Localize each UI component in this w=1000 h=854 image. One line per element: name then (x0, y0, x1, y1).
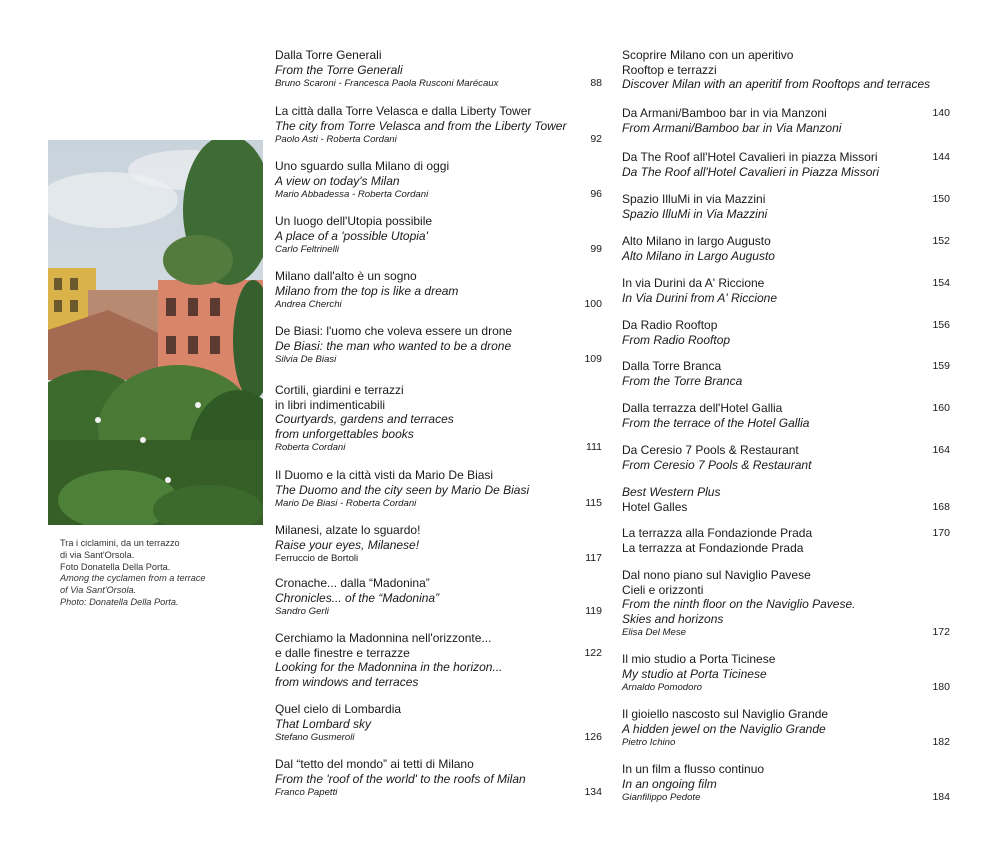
toc-entry[interactable] (275, 104, 602, 146)
page-number: 159 (932, 360, 950, 372)
toc-entry[interactable] (275, 702, 602, 744)
toc-entry[interactable] (622, 652, 950, 694)
entry-title-it: Il mio studio a Porta Ticinese (622, 652, 776, 666)
toc-entry[interactable] (622, 150, 950, 179)
entry-title-en: Discover Milan with an aperitif from Rooftops and terraces (622, 77, 931, 92)
page-number: 140 (932, 107, 950, 119)
toc-entry[interactable] (275, 324, 602, 366)
entry-title-en: Skies and horizons (622, 611, 724, 626)
entry-title-it: Cerchiamo la Madonnina nell'orizzonte... (275, 631, 492, 645)
entry-title-en: From the Torre Generali (275, 62, 403, 77)
cover-photo (48, 140, 263, 525)
toc-entry[interactable] (275, 757, 602, 799)
toc-entry[interactable] (275, 523, 602, 565)
entry-author: Gianfilippo Pedote (622, 792, 701, 804)
entry-title-it: Quel cielo di Lombardia (275, 702, 402, 716)
caption-en-line: of Via Sant'Orsola. (60, 585, 137, 596)
entry-title-it: De Biasi: l'uomo che voleva essere un drone (275, 324, 513, 338)
toc-entry[interactable] (622, 568, 950, 639)
caption-it-line: Tra i ciclamini, da un terrazzo (60, 538, 180, 548)
page-number: 109 (584, 353, 602, 366)
toc-entry[interactable] (622, 443, 950, 472)
entry-title-en: In Via Durini from A' Riccione (622, 290, 778, 305)
entry-title-it: Dalla Torre Generali (275, 48, 382, 62)
entry-title-en: from windows and terraces (275, 674, 419, 689)
page-number: 156 (932, 319, 950, 331)
entry-title-it: Dal “tetto del mondo” ai tetti di Milano (275, 757, 474, 771)
entry-title-en: My studio at Porta Ticinese (622, 666, 767, 681)
toc-entry[interactable] (622, 106, 950, 135)
entry-title-en: The city from Torre Velasca and from the Liberty Tower (275, 118, 567, 133)
entry-title-it: in libri indimenticabili (275, 397, 386, 412)
caption-it-line: Foto Donatella Della Porta. (60, 561, 171, 572)
entry-title-en: Spazio IlluMi in Via Mazzini (622, 206, 768, 221)
page-number: 164 (932, 444, 950, 456)
entry-title-en: Looking for the Madonnina in the horizon... (275, 660, 503, 675)
page-number: 119 (585, 605, 602, 618)
entry-title-it: La città dalla Torre Velasca e dalla Liberty Tower (275, 104, 532, 118)
page-number: 92 (590, 133, 602, 146)
entry-author: Bruno Scaroni - Francesca Paola Rusconi Marécaux (275, 78, 499, 90)
entry-title-en: A hidden jewel on the Naviglio Grande (622, 721, 826, 736)
entry-title-en: From the 'roof of the world' to the roofs of Milan (275, 771, 526, 786)
entry-title-it: Cieli e orizzonti (622, 582, 704, 597)
entry-title-it: e dalle finestre e terrazze (275, 645, 410, 660)
entry-title-en: From Ceresio 7 Pools & Restaurant (622, 457, 812, 472)
entry-title-it: La terrazza at Fondazionde Prada (622, 540, 804, 555)
entry-title-it: Il Duomo e la città visti da Mario De Biasi (275, 468, 494, 482)
toc-entry[interactable] (622, 526, 950, 555)
toc-entry[interactable] (275, 383, 602, 454)
toc-entry[interactable] (622, 192, 950, 221)
entry-title-it: Spazio IlluMi in via Mazzini (622, 192, 766, 206)
page-number: 152 (932, 235, 950, 247)
entry-title-it: Dalla terrazza dell'Hotel Gallia (622, 401, 783, 415)
entry-title-en: Alto Milano in Largo Augusto (622, 248, 775, 263)
toc-entry[interactable] (622, 276, 950, 305)
entry-title-en: A view on today's Milan (275, 173, 400, 188)
toc-entry[interactable] (275, 631, 602, 689)
entry-title-it: Da Radio Rooftop (622, 318, 718, 332)
entry-title-en: From the Torre Branca (622, 373, 743, 388)
page-number: 180 (932, 681, 950, 694)
entry-title-it: Milano dall'alto è un sogno (275, 269, 417, 283)
page-number: 117 (585, 552, 602, 565)
entry-title-en: From Armani/Bamboo bar in Via Manzoni (622, 120, 842, 135)
caption-en-line: Among the cyclamen from a terrace (60, 573, 206, 584)
entry-author: Pietro Ichino (622, 737, 676, 749)
entry-title-it: Milanesi, alzate lo sguardo! (275, 523, 421, 537)
toc-entry[interactable] (275, 576, 602, 618)
page-number: 100 (584, 298, 602, 311)
page-number: 160 (932, 402, 950, 414)
entry-title-it: Rooftop e terrazzi (622, 62, 717, 77)
entry-title-en: That Lombard sky (275, 716, 372, 731)
toc-entry[interactable] (275, 48, 602, 90)
entry-title-en: In an ongoing film (622, 776, 717, 791)
entry-title-it: Da Armani/Bamboo bar in via Manzoni (622, 106, 827, 120)
entry-title-en: Best Western Plus (622, 485, 721, 499)
entry-title-en: From the ninth floor on the Naviglio Pavese. (622, 597, 856, 612)
entry-author: Paolo Asti - Roberta Cordani (275, 134, 397, 146)
caption-en-line: Photo: Donatella Della Porta. (60, 596, 179, 607)
caption-it-line: di via Sant'Orsola. (60, 549, 135, 560)
page-number: 99 (590, 243, 602, 256)
entry-title-en: Courtyards, gardens and terraces (275, 412, 454, 427)
toc-entry[interactable] (622, 485, 950, 514)
entry-title-it: La terrazza alla Fondazionde Prada (622, 526, 813, 540)
entry-title-it: Da Ceresio 7 Pools & Restaurant (622, 443, 799, 457)
entry-title-en: Da The Roof all'Hotel Cavalieri in Piazza Missori (622, 164, 880, 179)
entry-author: Franco Papetti (275, 787, 338, 799)
entry-author: Arnaldo Pomodoro (622, 682, 702, 694)
toc-entry[interactable] (622, 359, 950, 388)
toc-entry[interactable] (622, 318, 950, 347)
entry-author: Mario Abbadessa - Roberta Cordani (275, 189, 429, 201)
entry-title-it: Uno sguardo sulla Milano di oggi (275, 159, 450, 173)
entry-title-en: Raise your eyes, Milanese! (275, 537, 420, 552)
page-number: 88 (590, 77, 602, 90)
page-number: 134 (584, 786, 602, 799)
entry-author: Stefano Gusmeroli (275, 732, 355, 744)
toc-entry[interactable] (275, 159, 602, 201)
page-number: 96 (590, 188, 602, 201)
toc-entry[interactable] (622, 707, 950, 749)
toc-entry[interactable] (275, 214, 602, 256)
entry-title-en: De Biasi: the man who wanted to be a drone (275, 338, 512, 353)
entry-author: Carlo Feltrinelli (275, 244, 339, 256)
entry-title-it: Il gioiello nascosto sul Naviglio Grande (622, 707, 829, 721)
toc-entry[interactable] (622, 48, 950, 92)
entry-title-en: Chronicles... of the “Madonina” (275, 590, 440, 605)
entry-author: Andrea Cherchi (275, 299, 342, 311)
terrace-photo-image (48, 140, 263, 525)
entry-title-it: Dalla Torre Branca (622, 359, 722, 373)
entry-title-en: A place of a 'possible Utopia' (275, 228, 428, 243)
entry-title-en: from unforgettables books (275, 426, 414, 441)
entry-author: Silvia De Biasi (275, 354, 337, 366)
entry-title-it: Hotel Galles (622, 499, 688, 514)
toc-entry[interactable] (622, 762, 950, 804)
page-number: 115 (585, 497, 602, 510)
entry-title-it: Un luogo dell'Utopia possibile (275, 214, 433, 228)
toc-entry[interactable] (275, 468, 602, 510)
page-number: 182 (932, 736, 950, 749)
entry-title-it: In un film a flusso continuo (622, 762, 765, 776)
entry-author: Sandro Gerli (275, 606, 329, 618)
page-number: 144 (932, 151, 950, 163)
entry-title-it: In via Durini da A' Riccione (622, 276, 765, 290)
entry-author: Mario De Biasi - Roberta Cordani (275, 498, 417, 510)
entry-title-en: From Radio Rooftop (622, 332, 731, 347)
entry-title-it: Cronache... dalla “Madonina” (275, 576, 430, 590)
entry-title-it: Alto Milano in largo Augusto (622, 234, 771, 248)
entry-title-en: Milano from the top is like a dream (275, 283, 459, 298)
entry-title-it: Da The Roof all'Hotel Cavalieri in piazza Missori (622, 150, 878, 164)
entry-title-it: Dal nono piano sul Naviglio Pavese (622, 568, 811, 582)
page-number: 172 (932, 626, 950, 639)
page-number: 184 (932, 791, 950, 804)
toc-entry[interactable] (622, 234, 950, 263)
entry-author: Roberta Cordani (275, 442, 346, 454)
entry-title-it: Scoprire Milano con un aperitivo (622, 48, 794, 62)
entry-author: Ferruccio de Bortoli (275, 553, 359, 565)
entry-author: Elisa Del Mese (622, 627, 686, 639)
page-number: 150 (932, 193, 950, 205)
toc-entry[interactable] (275, 269, 602, 311)
page-number: 170 (932, 527, 950, 539)
entry-title-en: The Duomo and the city seen by Mario De Biasi (275, 482, 530, 497)
page-number: 111 (586, 441, 602, 454)
page-number: 154 (932, 277, 950, 289)
page-number: 168 (932, 500, 950, 513)
page-number: 126 (584, 731, 602, 744)
photo-caption (60, 538, 250, 609)
entry-title-en: From the terrace of the Hotel Gallia (622, 415, 810, 430)
entry-title-it: Cortili, giardini e terrazzi (275, 383, 404, 397)
toc-entry[interactable] (622, 401, 950, 430)
page-number: 122 (584, 646, 602, 659)
